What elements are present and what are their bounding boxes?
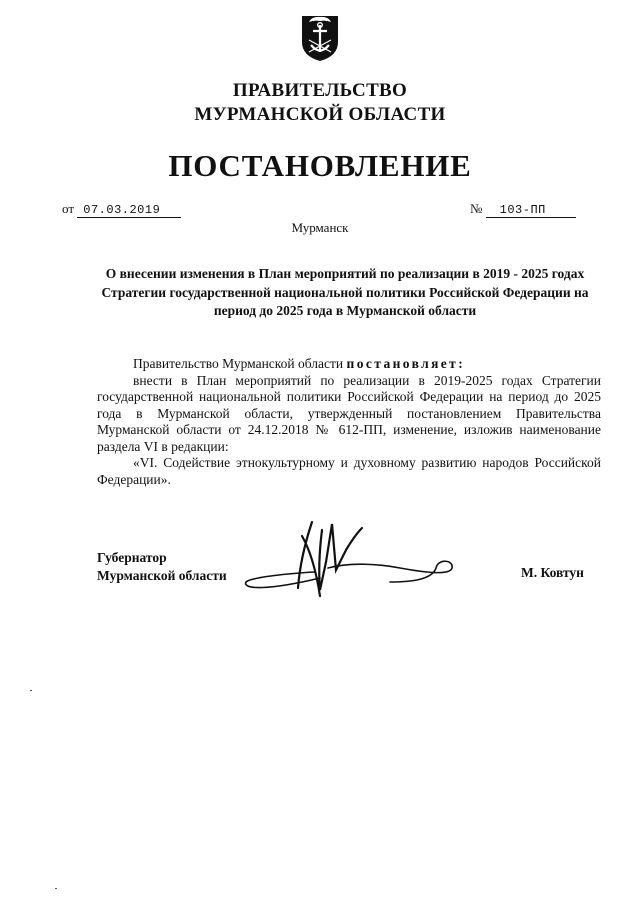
city: Мурманск bbox=[291, 220, 349, 235]
intro-verb: постановляет: bbox=[346, 356, 466, 371]
margin-mark bbox=[55, 888, 57, 889]
number-prefix: № bbox=[470, 201, 483, 216]
document-date bbox=[62, 201, 181, 218]
number-value: 103-ПП bbox=[486, 203, 576, 218]
body-paragraph-2: «VI. Содействие этнокультурному и духовному развитию народов Российской Федерации». bbox=[97, 455, 601, 487]
date-value: 07.03.2019 bbox=[77, 203, 181, 218]
signatory-title bbox=[97, 549, 227, 585]
intro-text: Правительство Мурманской области bbox=[133, 356, 344, 371]
margin-mark bbox=[30, 690, 32, 691]
intro-paragraph bbox=[97, 356, 601, 373]
coat-of-arms-icon bbox=[300, 12, 340, 62]
body-paragraph-1: внести в План мероприятий по реализации в 2019-2025 годах Стратегии государственной национальной политики Российской Федерации на период до 2025 года в Мурманской области, утвержденный постановлением Правительства Мурманской области от 24.12.2018 № 612-ПП, изменение, изложив наименование раздела VI в редакции: bbox=[97, 372, 601, 454]
org-name-line1: ПРАВИТЕЛЬСТВО bbox=[232, 80, 408, 101]
document-type-title: ПОСТАНОВЛЕНИЕ bbox=[168, 148, 472, 183]
signer-name: М. Ковтун bbox=[521, 565, 584, 580]
document-number bbox=[470, 201, 576, 218]
date-prefix: от bbox=[62, 201, 75, 216]
document-body bbox=[97, 356, 601, 488]
signatory-title-line2: Мурманской области bbox=[97, 568, 227, 583]
signature-icon bbox=[240, 510, 490, 600]
document-subject: О внесении изменения в План мероприятий по реализации в 2019 - 2025 годах Стратегии государственной национальной политики Российской Федерации на период до 2025 года в Мурманской области bbox=[101, 266, 589, 318]
org-name-line2: МУРМАНСКОЙ ОБЛАСТИ bbox=[194, 104, 446, 125]
signatory-title-line1: Губернатор bbox=[97, 550, 167, 565]
